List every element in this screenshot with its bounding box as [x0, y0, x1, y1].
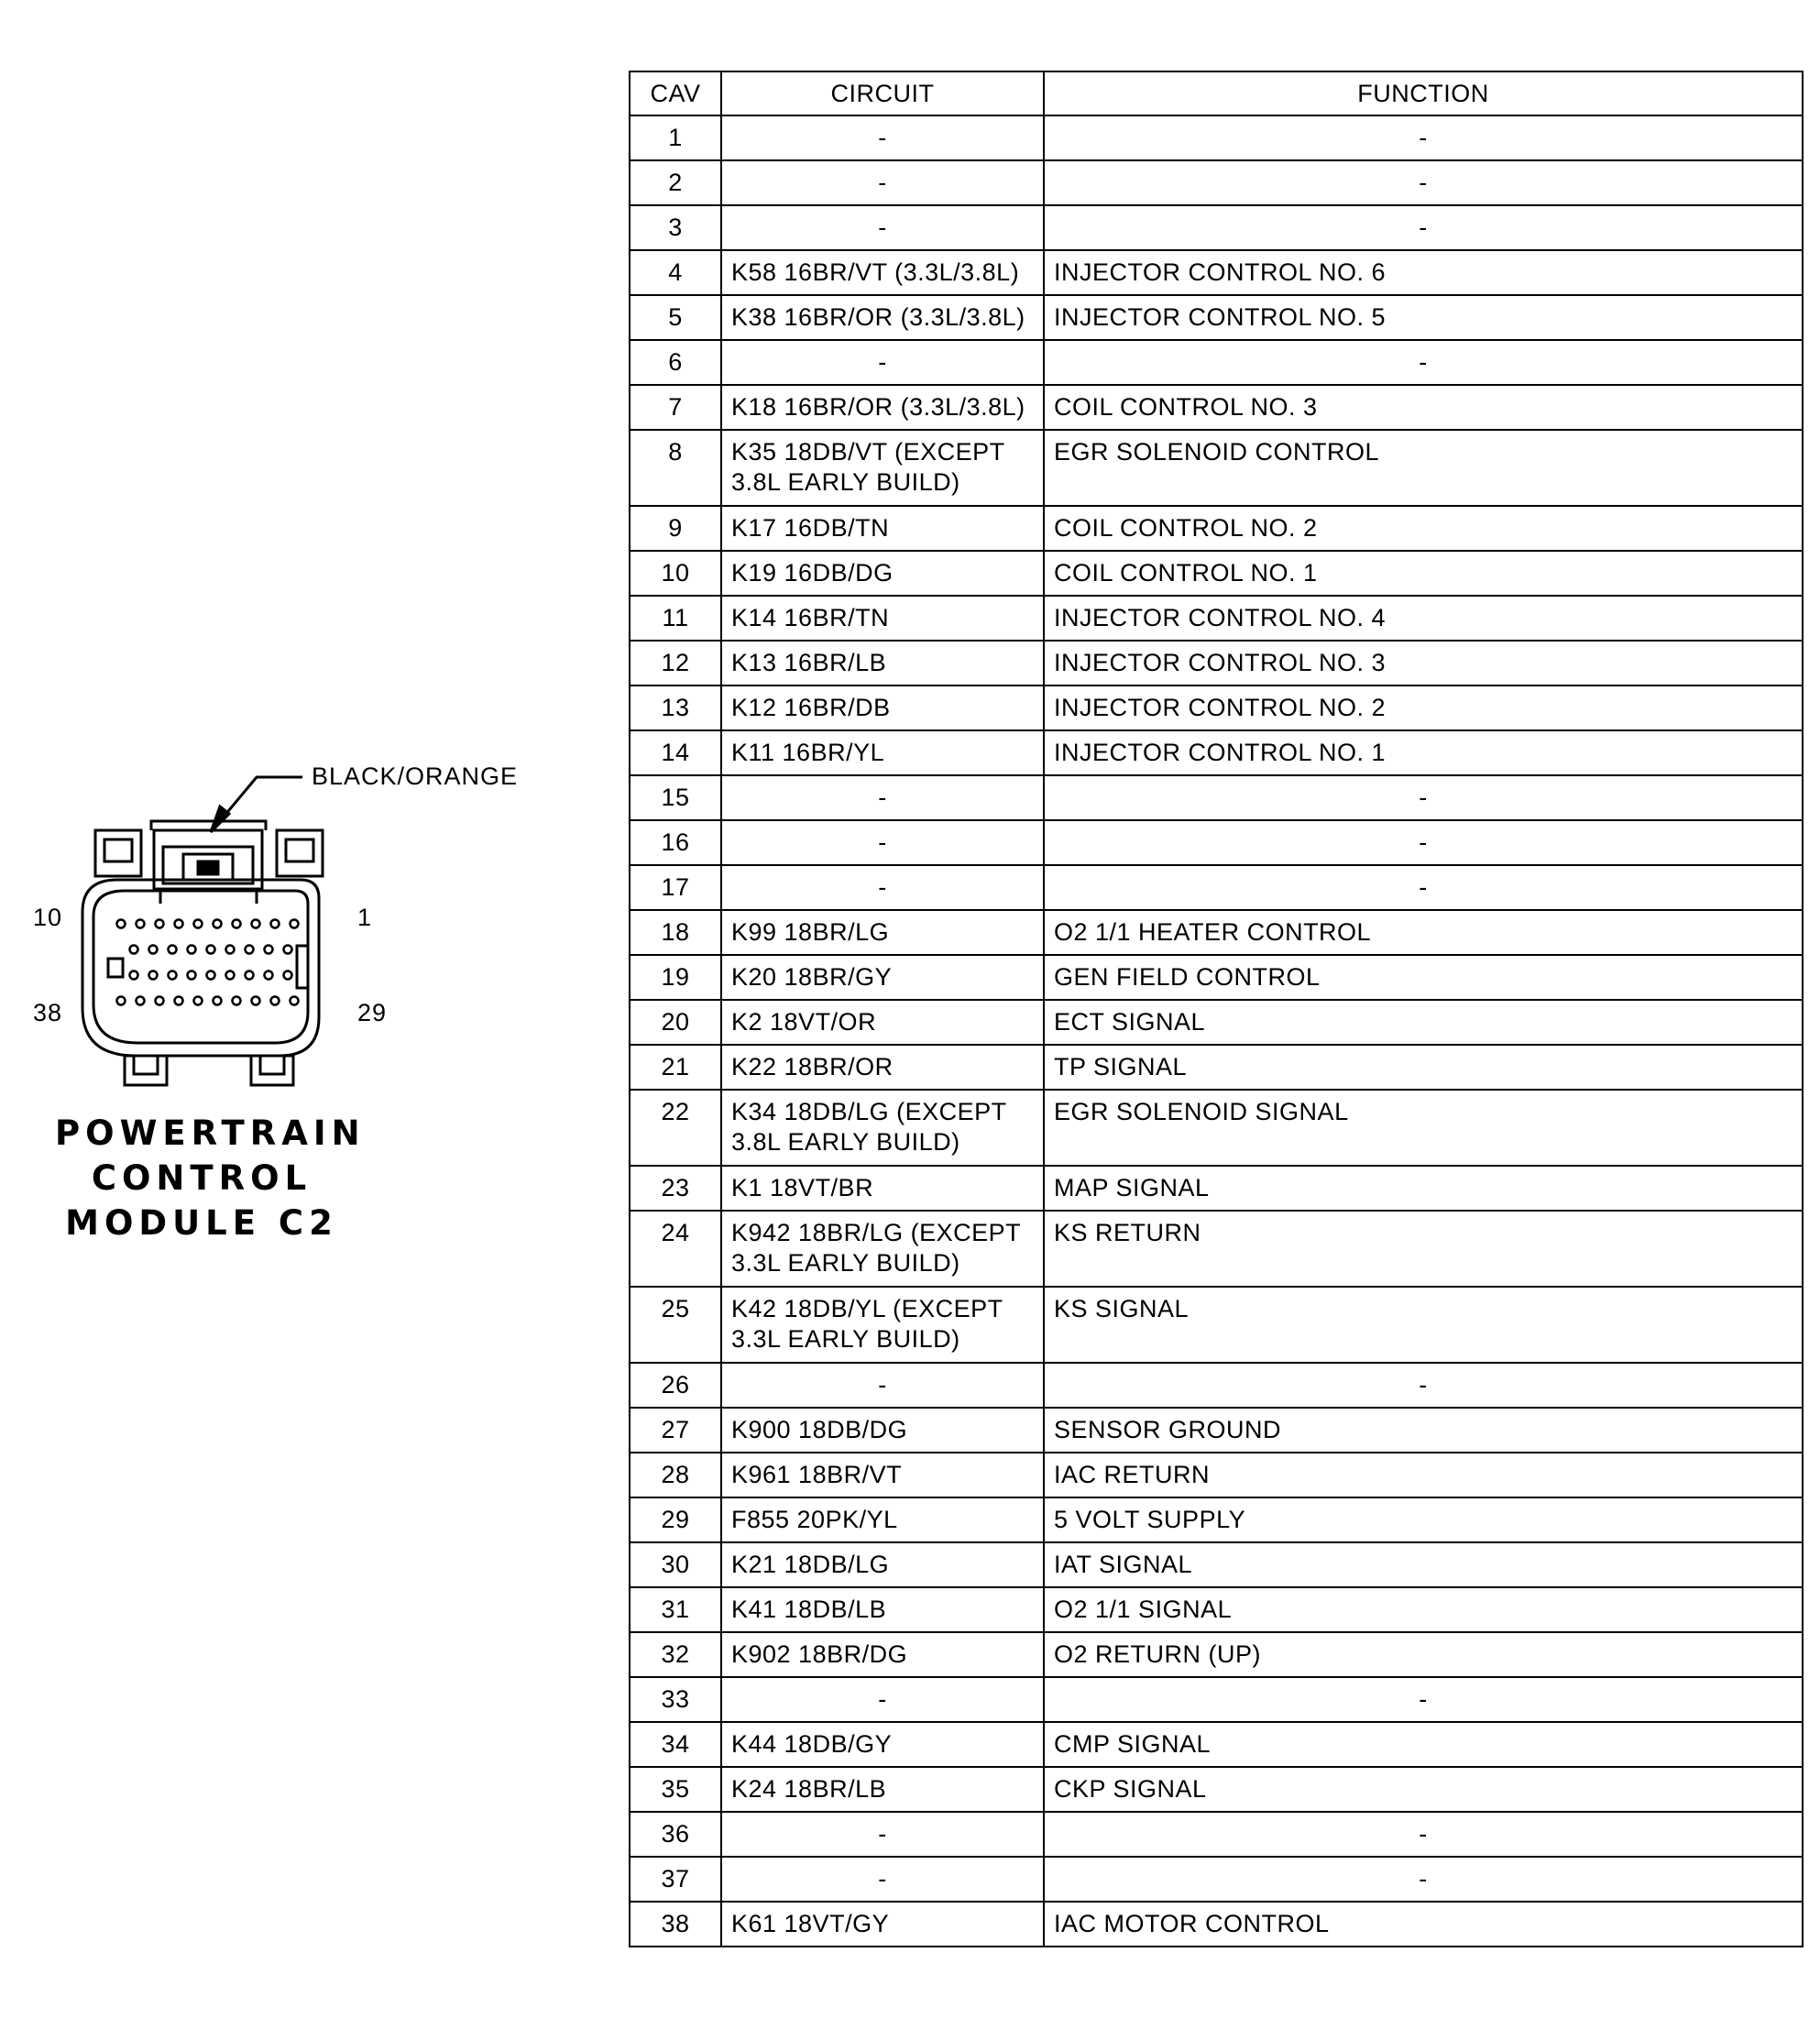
- cell-cav: 25: [630, 1287, 721, 1363]
- pin-cavity: [130, 971, 138, 980]
- cell-cav: 36: [630, 1812, 721, 1857]
- cell-circuit: K2 18VT/OR: [721, 1000, 1044, 1045]
- cell-function: EGR SOLENOID CONTROL: [1044, 430, 1803, 506]
- cell-circuit: -: [721, 865, 1044, 910]
- cell-function: INJECTOR CONTROL NO. 3: [1044, 641, 1803, 685]
- pin-cavity: [284, 946, 292, 954]
- cell-function: COIL CONTROL NO. 3: [1044, 385, 1803, 430]
- circuit-line: 3.8L EARLY BUILD): [731, 468, 960, 496]
- cell-cav: 28: [630, 1453, 721, 1497]
- cell-circuit: K21 18DB/LG: [721, 1542, 1044, 1587]
- cell-function: 5 VOLT SUPPLY: [1044, 1497, 1803, 1542]
- pin-cavity: [246, 971, 254, 980]
- cell-function: INJECTOR CONTROL NO. 2: [1044, 685, 1803, 730]
- pin-cavity: [291, 997, 299, 1005]
- cell-circuit: -: [721, 115, 1044, 160]
- cell-function: -: [1044, 115, 1803, 160]
- cell-circuit: -: [721, 775, 1044, 820]
- pin-cavity: [194, 997, 203, 1005]
- cell-cav: 11: [630, 596, 721, 641]
- connector-color-label: BLACK/ORANGE: [312, 762, 519, 790]
- cell-function: -: [1044, 160, 1803, 205]
- pin-cavities: [117, 920, 299, 1005]
- cell-cav: 32: [630, 1632, 721, 1677]
- cell-function: -: [1044, 1363, 1803, 1408]
- cell-function: -: [1044, 1677, 1803, 1722]
- table-row: [630, 1287, 1803, 1363]
- table-row: [630, 1632, 1803, 1677]
- pin-cavity: [233, 997, 241, 1005]
- cell-function: IAC MOTOR CONTROL: [1044, 1902, 1803, 1947]
- cell-cav: 5: [630, 295, 721, 340]
- cell-cav: 33: [630, 1677, 721, 1722]
- pin-cavity: [169, 971, 177, 980]
- title-line-3: MODULE C2: [65, 1203, 338, 1243]
- cell-circuit: K12 16BR/DB: [721, 685, 1044, 730]
- cell-circuit: -: [721, 205, 1044, 250]
- cell-function: EGR SOLENOID SIGNAL: [1044, 1090, 1803, 1166]
- table-row: [630, 430, 1803, 506]
- cell-cav: 15: [630, 775, 721, 820]
- cell-function: TP SIGNAL: [1044, 1045, 1803, 1090]
- table-row: [630, 1902, 1803, 1947]
- cell-function: -: [1044, 205, 1803, 250]
- cell-circuit: K44 18DB/GY: [721, 1722, 1044, 1767]
- table-row: [630, 1166, 1803, 1211]
- circuit-line: 3.8L EARLY BUILD): [731, 1128, 960, 1156]
- cell-circuit: -: [721, 340, 1044, 385]
- cell-cav: 31: [630, 1587, 721, 1632]
- cell-circuit: K13 16BR/LB: [721, 641, 1044, 685]
- pin-label-38: 38: [33, 999, 63, 1026]
- cell-cav: 23: [630, 1166, 721, 1211]
- pin-cavity: [207, 971, 215, 980]
- table-row: [630, 730, 1803, 775]
- cell-cav: 10: [630, 551, 721, 596]
- cell-function: KS SIGNAL: [1044, 1287, 1803, 1363]
- pin-cavity: [214, 920, 222, 928]
- table-row: [630, 1767, 1803, 1812]
- cell-circuit: K14 16BR/TN: [721, 596, 1044, 641]
- table-row: [630, 1497, 1803, 1542]
- pin-cavity: [188, 971, 196, 980]
- cell-circuit: K20 18BR/GY: [721, 955, 1044, 1000]
- table-row: [630, 865, 1803, 910]
- cell-circuit: K22 18BR/OR: [721, 1045, 1044, 1090]
- cell-cav: 27: [630, 1408, 721, 1453]
- table-row: [630, 506, 1803, 551]
- cell-circuit: K18 16BR/OR (3.3L/3.8L): [721, 385, 1044, 430]
- table-row: [630, 250, 1803, 295]
- pin-cavity: [265, 971, 273, 980]
- table-row: [630, 385, 1803, 430]
- pin-cavity: [117, 997, 126, 1005]
- cell-circuit: -: [721, 1857, 1044, 1902]
- pin-cavity: [226, 971, 235, 980]
- cell-cav: 6: [630, 340, 721, 385]
- cell-cav: 4: [630, 250, 721, 295]
- table-row: [630, 295, 1803, 340]
- pin-cavity: [156, 997, 164, 1005]
- cell-cav: 24: [630, 1211, 721, 1287]
- cell-function: CKP SIGNAL: [1044, 1767, 1803, 1812]
- pin-cavity: [214, 997, 222, 1005]
- pin-cavity: [252, 997, 260, 1005]
- pin-cavity: [271, 920, 280, 928]
- cell-function: -: [1044, 775, 1803, 820]
- pin-cavity: [137, 920, 145, 928]
- table-row: [630, 160, 1803, 205]
- pin-cavity: [291, 920, 299, 928]
- pin-cavity: [188, 946, 196, 954]
- cell-circuit: K902 18BR/DG: [721, 1632, 1044, 1677]
- pin-cavity: [194, 920, 203, 928]
- cell-function: IAC RETURN: [1044, 1453, 1803, 1497]
- pin-label-10: 10: [33, 904, 63, 931]
- cell-circuit: K11 16BR/YL: [721, 730, 1044, 775]
- table-row: [630, 955, 1803, 1000]
- pin-cavity: [137, 997, 145, 1005]
- circuit-line: K942 18BR/LG (EXCEPT: [731, 1219, 1022, 1246]
- table-row: [630, 685, 1803, 730]
- cell-circuit: K99 18BR/LG: [721, 910, 1044, 955]
- table-row: [630, 1857, 1803, 1902]
- table-row: [630, 1812, 1803, 1857]
- table-row: [630, 1045, 1803, 1090]
- cell-cav: 29: [630, 1497, 721, 1542]
- cell-function: -: [1044, 865, 1803, 910]
- cell-cav: 17: [630, 865, 721, 910]
- table-row: [630, 820, 1803, 865]
- cell-function: -: [1044, 1857, 1803, 1902]
- cell-function: O2 RETURN (UP): [1044, 1632, 1803, 1677]
- pin-cavity: [284, 971, 292, 980]
- cell-circuit: K38 16BR/OR (3.3L/3.8L): [721, 295, 1044, 340]
- cell-cav: 30: [630, 1542, 721, 1587]
- cell-cav: 7: [630, 385, 721, 430]
- circuit-line: 3.3L EARLY BUILD): [731, 1249, 960, 1277]
- table-header-row: [630, 71, 1803, 115]
- cell-function: IAT SIGNAL: [1044, 1542, 1803, 1587]
- cell-cav: 9: [630, 506, 721, 551]
- cell-cav: 12: [630, 641, 721, 685]
- cell-circuit: K961 18BR/VT: [721, 1453, 1044, 1497]
- header-circuit: CIRCUIT: [721, 71, 1044, 115]
- pin-cavity: [117, 920, 126, 928]
- cell-circuit: -: [721, 160, 1044, 205]
- pin-cavity: [156, 920, 164, 928]
- table-row: [630, 115, 1803, 160]
- cell-circuit: -: [721, 1363, 1044, 1408]
- cell-function: O2 1/1 HEATER CONTROL: [1044, 910, 1803, 955]
- cell-function: GEN FIELD CONTROL: [1044, 955, 1803, 1000]
- pin-cavity: [233, 920, 241, 928]
- cell-cav: 18: [630, 910, 721, 955]
- cell-circuit: F855 20PK/YL: [721, 1497, 1044, 1542]
- pin-cavity: [207, 946, 215, 954]
- cell-circuit: K41 18DB/LB: [721, 1587, 1044, 1632]
- pin-label-1: 1: [357, 904, 373, 931]
- table-row: [630, 1090, 1803, 1166]
- table-row: [630, 1542, 1803, 1587]
- cell-cav: 19: [630, 955, 721, 1000]
- table-row: [630, 596, 1803, 641]
- cell-cav: 2: [630, 160, 721, 205]
- cell-function: -: [1044, 340, 1803, 385]
- pin-cavity: [130, 946, 138, 954]
- cell-circuit: -: [721, 1812, 1044, 1857]
- circuit-line: 3.3L EARLY BUILD): [731, 1325, 960, 1353]
- cell-circuit: K17 16DB/TN: [721, 506, 1044, 551]
- cell-function: INJECTOR CONTROL NO. 5: [1044, 295, 1803, 340]
- pin-cavity: [149, 971, 158, 980]
- cell-cav: 8: [630, 430, 721, 506]
- connector-title: [55, 1111, 366, 1245]
- header-function: FUNCTION: [1044, 71, 1803, 115]
- cell-cav: 14: [630, 730, 721, 775]
- pin-cavity: [175, 920, 183, 928]
- cell-circuit: [721, 430, 1044, 506]
- cell-cav: 26: [630, 1363, 721, 1408]
- pin-cavity: [175, 997, 183, 1005]
- table-row: [630, 910, 1803, 955]
- table-row: [630, 1408, 1803, 1453]
- cell-function: -: [1044, 1812, 1803, 1857]
- cell-cav: 38: [630, 1902, 721, 1947]
- table-row: [630, 551, 1803, 596]
- cell-circuit: [721, 1211, 1044, 1287]
- cell-cav: 16: [630, 820, 721, 865]
- cell-cav: 1: [630, 115, 721, 160]
- table-row: [630, 775, 1803, 820]
- title-line-2: CONTROL: [91, 1158, 312, 1198]
- cell-function: ECT SIGNAL: [1044, 1000, 1803, 1045]
- pinout-table: [629, 71, 1804, 1947]
- table-row: [630, 1000, 1803, 1045]
- table-row: [630, 1677, 1803, 1722]
- cell-function: COIL CONTROL NO. 2: [1044, 506, 1803, 551]
- table-row: [630, 1211, 1803, 1287]
- table-row: [630, 1363, 1803, 1408]
- cell-circuit: K19 16DB/DG: [721, 551, 1044, 596]
- cell-cav: 22: [630, 1090, 721, 1166]
- cell-function: -: [1044, 820, 1803, 865]
- cell-function: O2 1/1 SIGNAL: [1044, 1587, 1803, 1632]
- cell-cav: 20: [630, 1000, 721, 1045]
- circuit-line: K35 18DB/VT (EXCEPT: [731, 438, 1005, 466]
- cell-cav: 34: [630, 1722, 721, 1767]
- cell-cav: 3: [630, 205, 721, 250]
- cell-circuit: K24 18BR/LB: [721, 1767, 1044, 1812]
- cell-function: COIL CONTROL NO. 1: [1044, 551, 1803, 596]
- table-row: [630, 205, 1803, 250]
- cell-function: KS RETURN: [1044, 1211, 1803, 1287]
- pin-cavity: [149, 946, 158, 954]
- cell-circuit: -: [721, 820, 1044, 865]
- cell-function: INJECTOR CONTROL NO. 1: [1044, 730, 1803, 775]
- table-row: [630, 1453, 1803, 1497]
- table-row: [630, 1587, 1803, 1632]
- cell-circuit: K1 18VT/BR: [721, 1166, 1044, 1211]
- pin-cavity: [252, 920, 260, 928]
- cell-cav: 13: [630, 685, 721, 730]
- cell-circuit: [721, 1287, 1044, 1363]
- cell-circuit: -: [721, 1677, 1044, 1722]
- cell-function: MAP SIGNAL: [1044, 1166, 1803, 1211]
- circuit-line: K42 18DB/YL (EXCEPT: [731, 1295, 1003, 1322]
- pin-cavity: [265, 946, 273, 954]
- title-line-1: POWERTRAIN: [55, 1113, 366, 1153]
- circuit-line: K34 18DB/LG (EXCEPT: [731, 1098, 1007, 1125]
- cell-cav: 21: [630, 1045, 721, 1090]
- table-row: [630, 340, 1803, 385]
- cell-cav: 35: [630, 1767, 721, 1812]
- cell-function: INJECTOR CONTROL NO. 6: [1044, 250, 1803, 295]
- table-row: [630, 1722, 1803, 1767]
- cell-function: SENSOR GROUND: [1044, 1408, 1803, 1453]
- cell-circuit: [721, 1090, 1044, 1166]
- cell-function: CMP SIGNAL: [1044, 1722, 1803, 1767]
- pin-cavity: [246, 946, 254, 954]
- pin-cavity: [226, 946, 235, 954]
- cell-circuit: K58 16BR/VT (3.3L/3.8L): [721, 250, 1044, 295]
- pin-cavity: [271, 997, 280, 1005]
- cell-function: INJECTOR CONTROL NO. 4: [1044, 596, 1803, 641]
- pin-cavity: [169, 946, 177, 954]
- cell-circuit: K61 18VT/GY: [721, 1902, 1044, 1947]
- cell-circuit: K900 18DB/DG: [721, 1408, 1044, 1453]
- pin-label-29: 29: [357, 999, 388, 1026]
- cell-cav: 37: [630, 1857, 721, 1902]
- header-cav: CAV: [630, 71, 721, 115]
- table-row: [630, 641, 1803, 685]
